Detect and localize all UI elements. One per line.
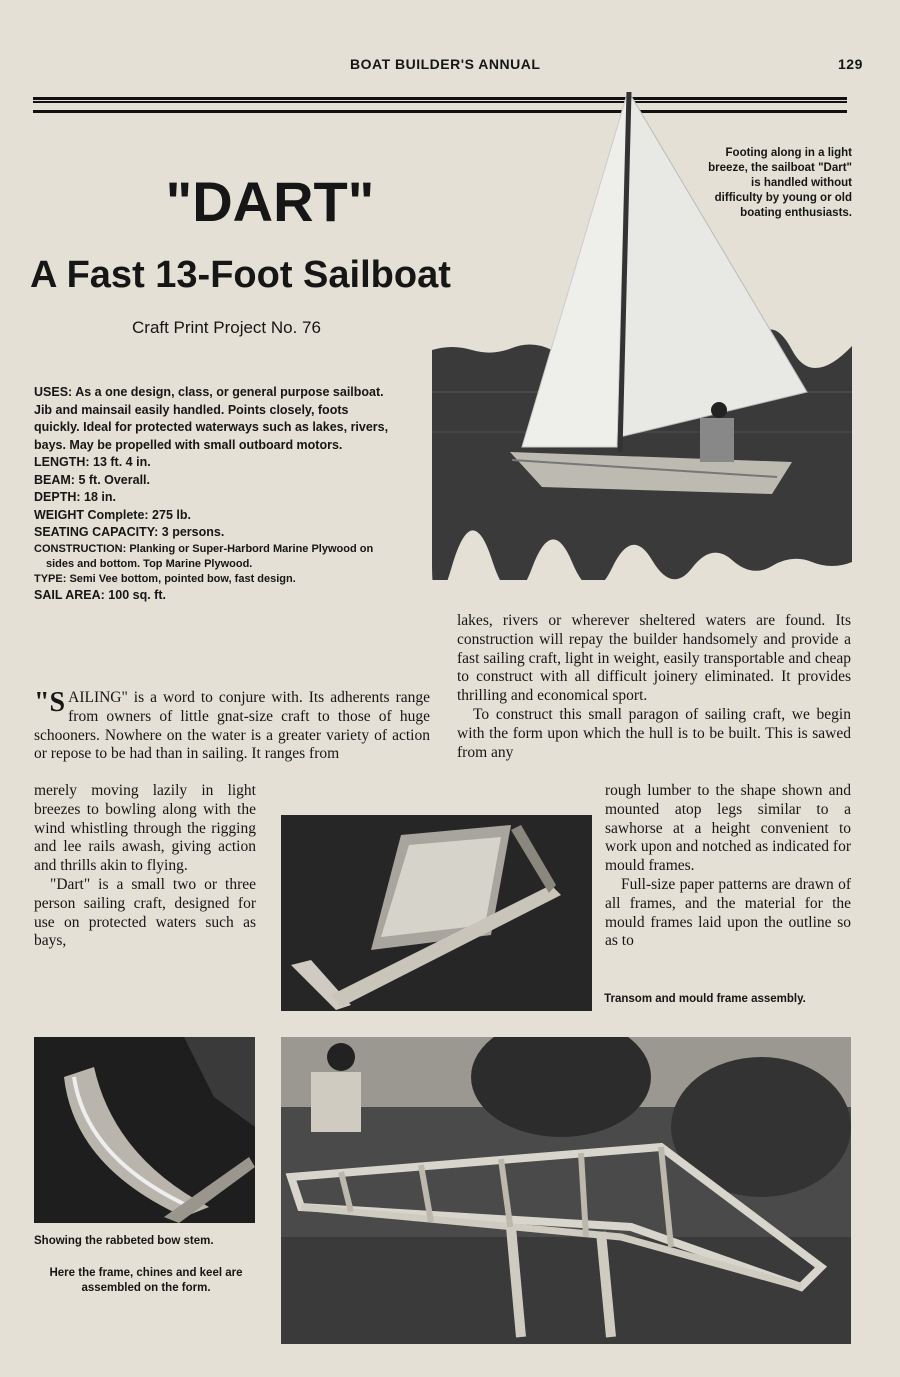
body-right-bottom	[605, 782, 851, 951]
spec-depth: DEPTH: 18 in.	[34, 490, 116, 504]
project-number: Craft Print Project No. 76	[132, 318, 321, 337]
body-p1	[34, 689, 430, 764]
spec-construction: CONSTRUCTION: Planking or Super-Harbord Marine Plywood on sides and bottom. Top Marine Plywood.	[34, 542, 374, 570]
specs-list	[34, 384, 394, 604]
sailboat-caption: Footing along in a light breeze, the sailboat "Dart" is handled without difficulty by young or old boating enthusiasts.	[708, 147, 852, 219]
drop-cap: "S	[34, 687, 66, 718]
transom-caption: Transom and mould frame assembly.	[604, 993, 806, 1005]
body-p1b	[34, 782, 256, 951]
spec-seating: SEATING CAPACITY: 3 persons.	[34, 525, 225, 539]
spec-sail-area: SAIL AREA: 100 sq. ft.	[34, 587, 166, 602]
body-p1-text: AILING" is a word to conjure with. Its adherents range from owners of little gnat-size craft to those of huge schooners. Nowhere on the water is a greater variety of action or repose to be had than in sailing. It ranges from	[34, 689, 430, 763]
transom-photo	[281, 815, 592, 1011]
spec-length: LENGTH: 13 ft. 4 in.	[34, 455, 151, 469]
body-p4-text: To construct this small paragon of sailing craft, we begin with the form upon which the hull is to be built. This is sawed from any	[457, 705, 851, 761]
running-title: BOAT BUILDER'S ANNUAL	[350, 56, 541, 72]
body-p3-text: lakes, rivers or wherever sheltered waters are found. Its construction will repay the builder handsomely and provide a fast sailing craft, light in weight, easily transportable and cheap to construct with all difficult joinery eliminated. It provides thrilling and economical sport.	[457, 612, 851, 705]
body-p5-text: Full-size paper patterns are drawn of all frames, and the material for the mould frames laid upon the outline so as to	[605, 875, 851, 950]
body-p2-text: "Dart" is a small two or three person sailing craft, designed for use on protected waters such as bays,	[34, 875, 256, 950]
spec-type: TYPE: Semi Vee bottom, pointed bow, fast design.	[34, 572, 296, 585]
article-subtitle: A Fast 13-Foot Sailboat	[30, 254, 451, 296]
spec-beam: BEAM: 5 ft. Overall.	[34, 472, 150, 487]
bow-stem-caption: Showing the rabbeted bow stem.	[34, 1235, 214, 1247]
bow-stem-photo	[34, 1037, 255, 1223]
spec-weight: WEIGHT Complete: 275 lb.	[34, 507, 191, 522]
body-p1b-text: merely moving lazily in light breezes to bowling along with the wind whistling through the rigging and lee rails awash, giving action and thrills akin to flying.	[34, 782, 256, 875]
body-right-top	[457, 612, 851, 762]
article-title: "DART"	[165, 170, 375, 233]
frame-caption: Here the frame, chines and keel are assembled on the form.	[49, 1267, 243, 1294]
spec-uses: USES: As a one design, class, or general purpose sailboat. Jib and mainsail easily handled. Points closely, foots quickly. Ideal for protected waterways such as lakes, rivers, bays. May be propelled with small outboard motors.	[34, 385, 389, 452]
page-number: 129	[838, 56, 863, 72]
frame-photo	[281, 1037, 851, 1344]
body-p4b-text: rough lumber to the shape shown and mounted atop legs similar to a sawhorse at a height convenient to work upon and notched as indicated for mould frames.	[605, 782, 851, 875]
